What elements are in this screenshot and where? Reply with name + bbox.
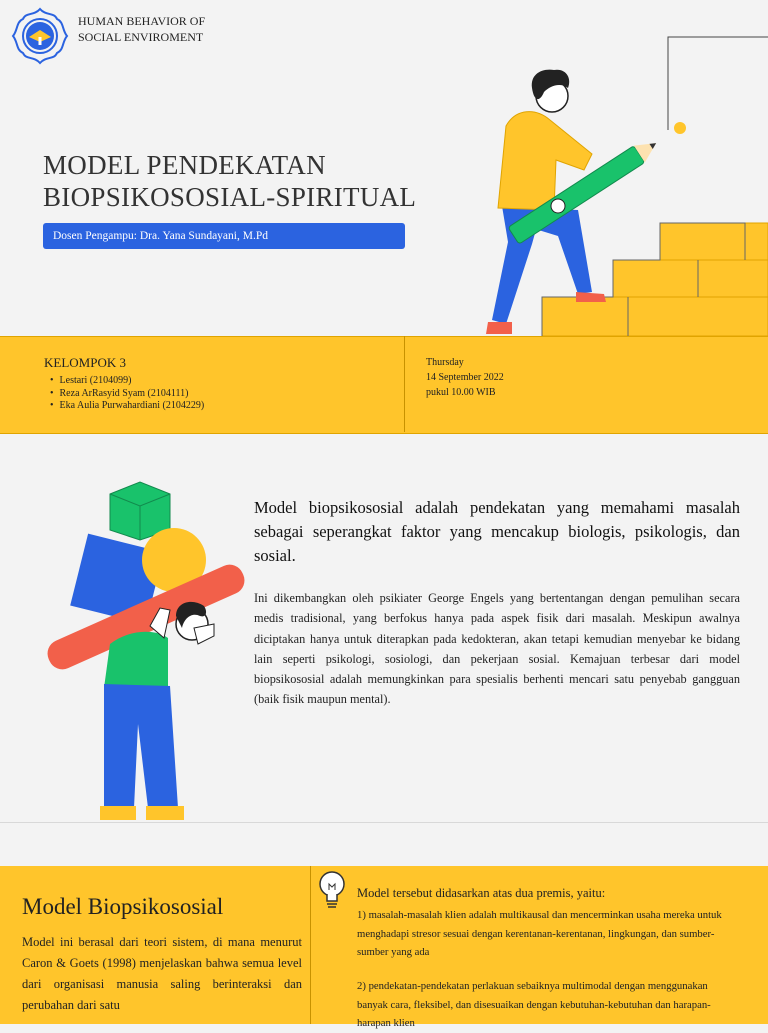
premise-2: 2) pendekatan-pendekatan perlakuan sebaiknya multimodal dengan menggunakan banyak cara, fleksibel, dan disesuaikan dengan kebutuhan-kebutuhan dan harapan-harapan klien — [357, 980, 711, 1029]
lecturer-badge: Dosen Pengampu: Dra. Yana Sundayani, M.Pd — [43, 223, 405, 249]
premise-1: 1) masalah-masalah klien adalah multikausal dan mencerminkan usaha mereka untuk menghadapi stresor sesuai dengan kerentanan-kerentanan, lingkungan, dan sumber-sumber yang ada — [357, 909, 722, 958]
section-title: Model Biopsikososial — [22, 894, 224, 919]
section-divider — [0, 822, 768, 823]
schedule — [426, 355, 504, 400]
intro-lead: Model biopsikososial adalah pendekatan yang memahami masalah sebagai seperangkat faktor yang mencakup biologis, psikologis, dan sosial. — [254, 498, 740, 565]
person-carrying-shapes-illustration — [38, 478, 250, 824]
intro-body: Ini dikembangkan oleh psikiater George Engels yang bertentangan dengan pemulihan secara medis tradisional, yang berfokus hanya pada aspek fisik dari masalah. Meskipun awalnya diciptakan hanya untuk diterapkan pada kedokteran, akan tetapi kemudian menyebar ke bidang lain seperti psikologi, sosiologi, dan pekerjaan sosial. Kemajuan terbesar dari model biopsikososial adalah memungkinkan para spesialis berhenti mencari satu penyebab gangguan (baik fisik maupun mental). — [254, 591, 740, 707]
person-climbing-stairs-illustration — [480, 30, 768, 336]
org-line-2: SOCIAL ENVIROMENT — [78, 30, 204, 44]
schedule-day: Thursday — [426, 357, 464, 368]
university-logo — [10, 6, 70, 66]
group-label: KELOMPOK 3 — [44, 355, 126, 370]
title-line-1: MODEL PENDEKATAN — [43, 150, 326, 180]
org-line-1: HUMAN BEHAVIOR OF — [78, 14, 206, 28]
member-item: • Lestari (2104099) — [50, 375, 204, 388]
member-item: • Reza ArRasyid Syam (2104111) — [50, 388, 204, 401]
title-line-2: BIOPSIKOSOSIAL-SPIRITUAL — [43, 182, 417, 212]
band-divider — [404, 336, 405, 432]
schedule-date: 14 September 2022 — [426, 372, 504, 383]
organization-name — [78, 13, 238, 45]
member-list — [50, 375, 204, 413]
page-title — [43, 149, 416, 213]
premise-intro: Model tersebut didasarkan atas dua premis, yaitu: — [357, 886, 606, 900]
model-section-divider — [310, 866, 311, 1024]
member-item: • Eka Aulia Purwahardiani (2104229) — [50, 400, 204, 413]
section-body: Model ini berasal dari teori sistem, di mana menurut Caron & Goets (1998) menjelaskan bahwa semua level dari organisasi manusia saling berinteraksi dan perubahan dari satu — [22, 935, 302, 1012]
schedule-time: pukul 10.00 WIB — [426, 387, 496, 398]
lightbulb-icon — [316, 870, 348, 910]
